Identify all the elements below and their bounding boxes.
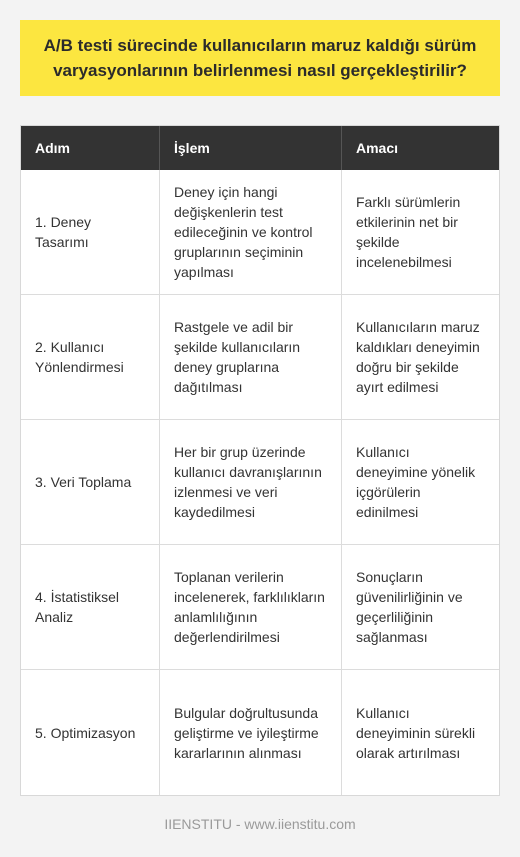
step-cell: 3. Veri Toplama [21, 420, 160, 544]
footer-credit: IIENSTITU - www.iienstitu.com [164, 816, 356, 832]
page-title: A/B testi sürecinde kullanıcıların maruz kaldığı sürüm varyasyonlarının belirlenmesi nasıl gerçekleştirilir? [43, 36, 477, 80]
step-cell: 4. İstatistiksel Analiz [21, 545, 160, 669]
purpose-cell: Sonuçların güvenilirliğinin ve geçerliliğinin sağlanması [356, 569, 463, 645]
action-cell: Rastgele ve adil bir şekilde kullanıcıların deney gruplarına dağıtılması [160, 295, 342, 419]
table-row [21, 545, 499, 670]
column-header-purpose: Amacı [356, 140, 399, 156]
purpose-cell: Kullanıcı deneyiminin sürekli olarak artırılması [356, 704, 476, 761]
action-cell: Deney için hangi değişkenlerin test edileceğinin ve kontrol gruplarının seçiminin yapılması [160, 170, 342, 294]
purpose-cell: Kullanıcıların maruz kaldıkları deneyimin doğru bir şekilde ayırt edilmesi [356, 319, 480, 395]
step-cell: 5. Optimizasyon [21, 670, 160, 795]
table-row [21, 670, 499, 795]
step-cell: 2. Kullanıcı Yönlendirmesi [21, 295, 160, 419]
action-cell: Toplanan verilerin incelenerek, farklılıkların anlamlılığının değerlendirilmesi [160, 545, 342, 669]
action-cell: Her bir grup üzerinde kullanıcı davranışlarının izlenmesi ve veri kaydedilmesi [160, 420, 342, 544]
steps-table [20, 125, 500, 796]
table-row [21, 420, 499, 545]
table-row [21, 170, 499, 295]
column-header-step: Adım [21, 126, 160, 170]
purpose-cell: Kullanıcı deneyimine yönelik içgörülerin edinilmesi [356, 444, 476, 520]
table-row [21, 295, 499, 420]
action-cell: Bulgular doğrultusunda geliştirme ve iyileştirme kararlarının alınması [160, 670, 342, 795]
purpose-cell: Farklı sürümlerin etkilerinin net bir şekilde incelenebilmesi [356, 194, 461, 270]
column-header-action: İşlem [160, 126, 342, 170]
step-cell: 1. Deney Tasarımı [21, 170, 160, 294]
table-header-row [21, 126, 499, 170]
title-banner [20, 20, 500, 96]
